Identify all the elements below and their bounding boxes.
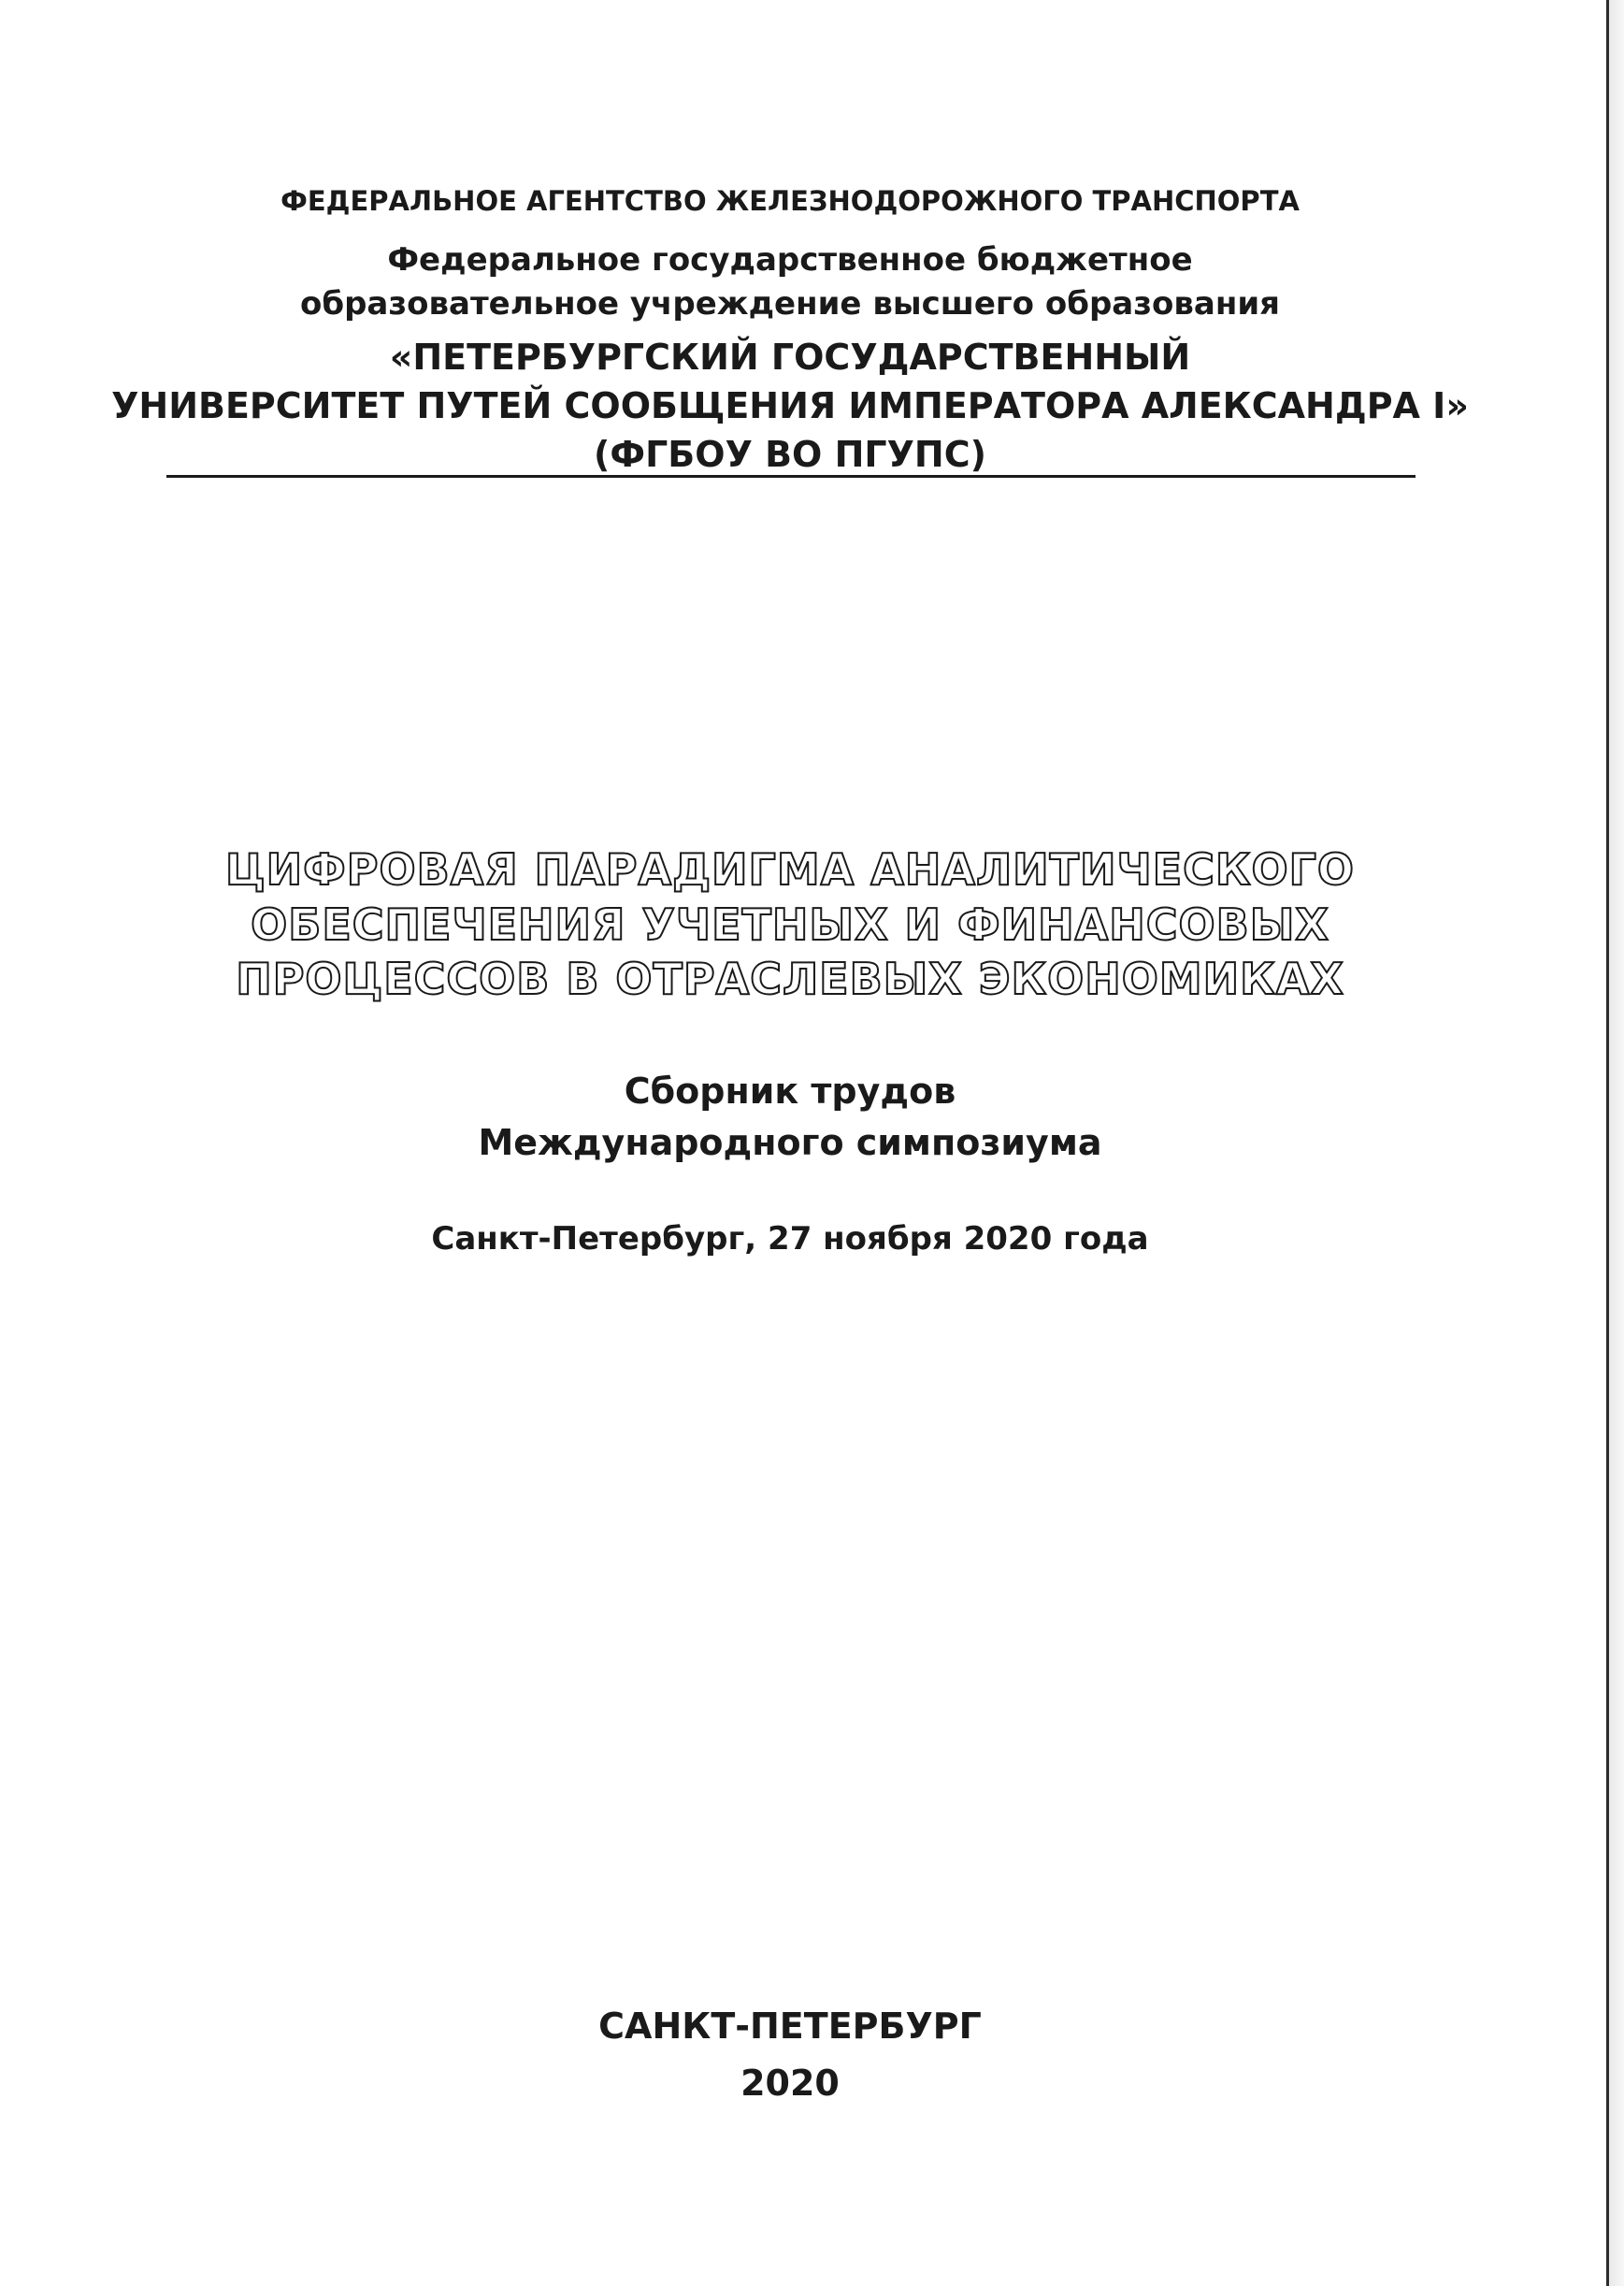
scan-shadow [1609,0,1624,2286]
subtitle-line-1: Сборник трудов [624,1071,956,1112]
header-divider [166,475,1416,478]
university-line-2: УНИВЕРСИТЕТ ПУТЕЙ СООБЩЕНИЯ ИМПЕРАТОРА АЛЕКСАНДРА I» [111,385,1469,426]
scan-page-edge [1606,0,1609,2286]
university-line-1: «ПЕТЕРБУРГСКИЙ ГОСУДАРСТВЕННЫЙ [389,337,1191,378]
publication-city: САНКТ-ПЕТЕРБУРГ [598,2006,982,2047]
event-date: Санкт-Петербург, 27 ноября 2020 года [431,1220,1149,1258]
institution-line-1: Федеральное государственное бюджетное [387,241,1193,279]
title-line-1: ЦИФРОВАЯ ПАРАДИГМА АНАЛИТИЧЕСКОГО [224,844,1356,895]
publication-year: 2020 [740,2063,840,2104]
title-line-3: ПРОЦЕССОВ В ОТРАСЛЕВЫХ ЭКОНОМИКАХ [236,954,1344,1004]
agency-name: ФЕДЕРАЛЬНОЕ АГЕНТСТВО ЖЕЛЕЗНОДОРОЖНОГО ТРАНСПОРТА [280,185,1300,217]
subtitle-line-2: Международного симпозиума [478,1122,1102,1163]
title-line-2: ОБЕСПЕЧЕНИЯ УЧЕТНЫХ И ФИНАНСОВЫХ [251,899,1329,950]
university-abbreviation: (ФГБОУ ВО ПГУПС) [594,434,986,475]
institution-line-2: образовательное учреждение высшего образования [300,285,1280,323]
